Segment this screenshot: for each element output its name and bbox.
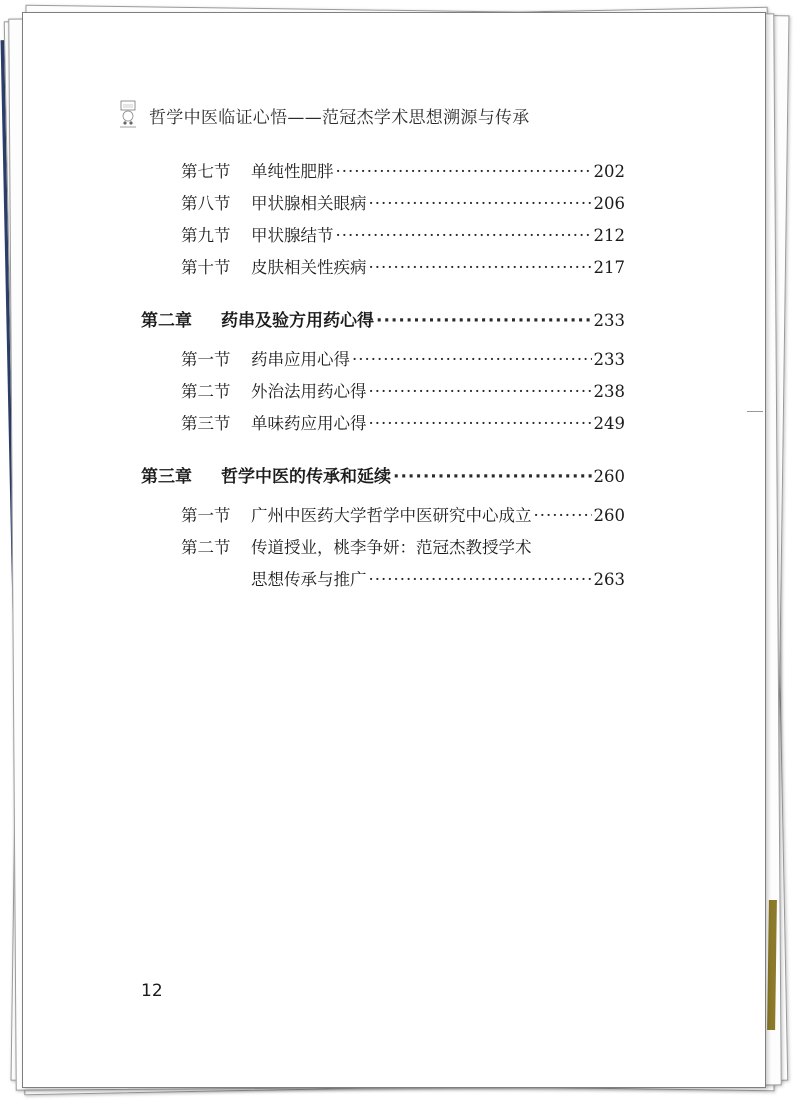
toc-entry[interactable] (181, 349, 625, 371)
toc-chapter-label: 第二章 (141, 311, 192, 331)
toc-entry-label: 第八节 (181, 194, 231, 213)
toc-entry[interactable] (181, 257, 625, 279)
leader-dots (369, 413, 592, 435)
page-number: 12 (141, 981, 163, 1001)
toc-entry-title: 单纯性肥胖 (251, 162, 334, 181)
toc-entry-page: 238 (593, 382, 625, 401)
toc-entry-title: 甲状腺结节 (251, 226, 334, 245)
toc-entry-page: 233 (593, 350, 625, 369)
toc-chapter-title: 药串及验方用药心得 (221, 311, 374, 331)
toc-entry-page: 263 (593, 570, 625, 589)
toc-entry-label: 第一节 (181, 506, 231, 525)
toc-entry-multiline[interactable] (181, 537, 532, 559)
book-title: 哲学中医临证心悟——范冠杰学术思想溯源与传承 (149, 107, 530, 128)
leader-dots (369, 257, 592, 279)
toc-entry-page: 202 (593, 162, 625, 181)
toc-entry[interactable] (181, 505, 625, 527)
leader-dots (393, 466, 592, 488)
toc-entry[interactable] (181, 413, 625, 435)
toc-entry-title-continued: 思想传承与推广 (251, 570, 367, 589)
toc-entry-title: 传道授业，桃李争妍：范冠杰教授学术 (251, 538, 532, 557)
toc-chapter-page: 233 (593, 311, 625, 330)
toc-entry-label: 第九节 (181, 226, 231, 245)
toc-entry-continuation[interactable] (251, 569, 625, 591)
toc-entry-label: 第十节 (181, 258, 231, 277)
toc-chapter-label: 第三章 (141, 467, 192, 487)
leader-dots (376, 310, 592, 332)
margin-tick-mark (747, 411, 763, 412)
leader-dots (369, 569, 592, 591)
toc-entry[interactable] (181, 161, 625, 183)
toc-entry-label: 第一节 (181, 350, 231, 369)
toc-entry-label: 第二节 (181, 382, 231, 401)
toc-entry-label: 第七节 (181, 162, 231, 181)
toc-entry-title: 外治法用药心得 (251, 382, 367, 401)
toc-entry[interactable] (181, 381, 625, 403)
leader-dots (534, 505, 592, 527)
toc-entry[interactable] (181, 193, 625, 215)
toc-entry-page: 217 (593, 258, 625, 277)
leader-dots (352, 349, 592, 371)
toc-entry-title: 广州中医药大学哲学中医研究中心成立 (251, 506, 532, 525)
leader-dots (369, 381, 592, 403)
leader-dots (336, 161, 592, 183)
toc-entry-page: 249 (593, 414, 625, 433)
leader-dots (336, 225, 592, 247)
leader-dots (369, 193, 592, 215)
toc-entry-title: 单味药应用心得 (251, 414, 367, 433)
toc-entry-title: 药串应用心得 (251, 350, 350, 369)
toc-entry-page: 206 (593, 194, 625, 213)
toc-entry-page: 260 (593, 506, 625, 525)
toc-chapter[interactable] (141, 310, 625, 332)
toc-entry-title: 甲状腺相关眼病 (251, 194, 367, 213)
toc-chapter[interactable] (141, 466, 625, 488)
toc-entry-title: 皮肤相关性疾病 (251, 258, 367, 277)
document-page (22, 12, 766, 1088)
toc-chapter-page: 260 (593, 467, 625, 486)
toc-chapter-title: 哲学中医的传承和延续 (221, 467, 391, 487)
table-of-contents (23, 13, 765, 1087)
toc-entry-label: 第三节 (181, 414, 231, 433)
toc-entry[interactable] (181, 225, 625, 247)
toc-entry-page: 212 (593, 226, 625, 245)
toc-entry-label: 第二节 (181, 538, 231, 557)
